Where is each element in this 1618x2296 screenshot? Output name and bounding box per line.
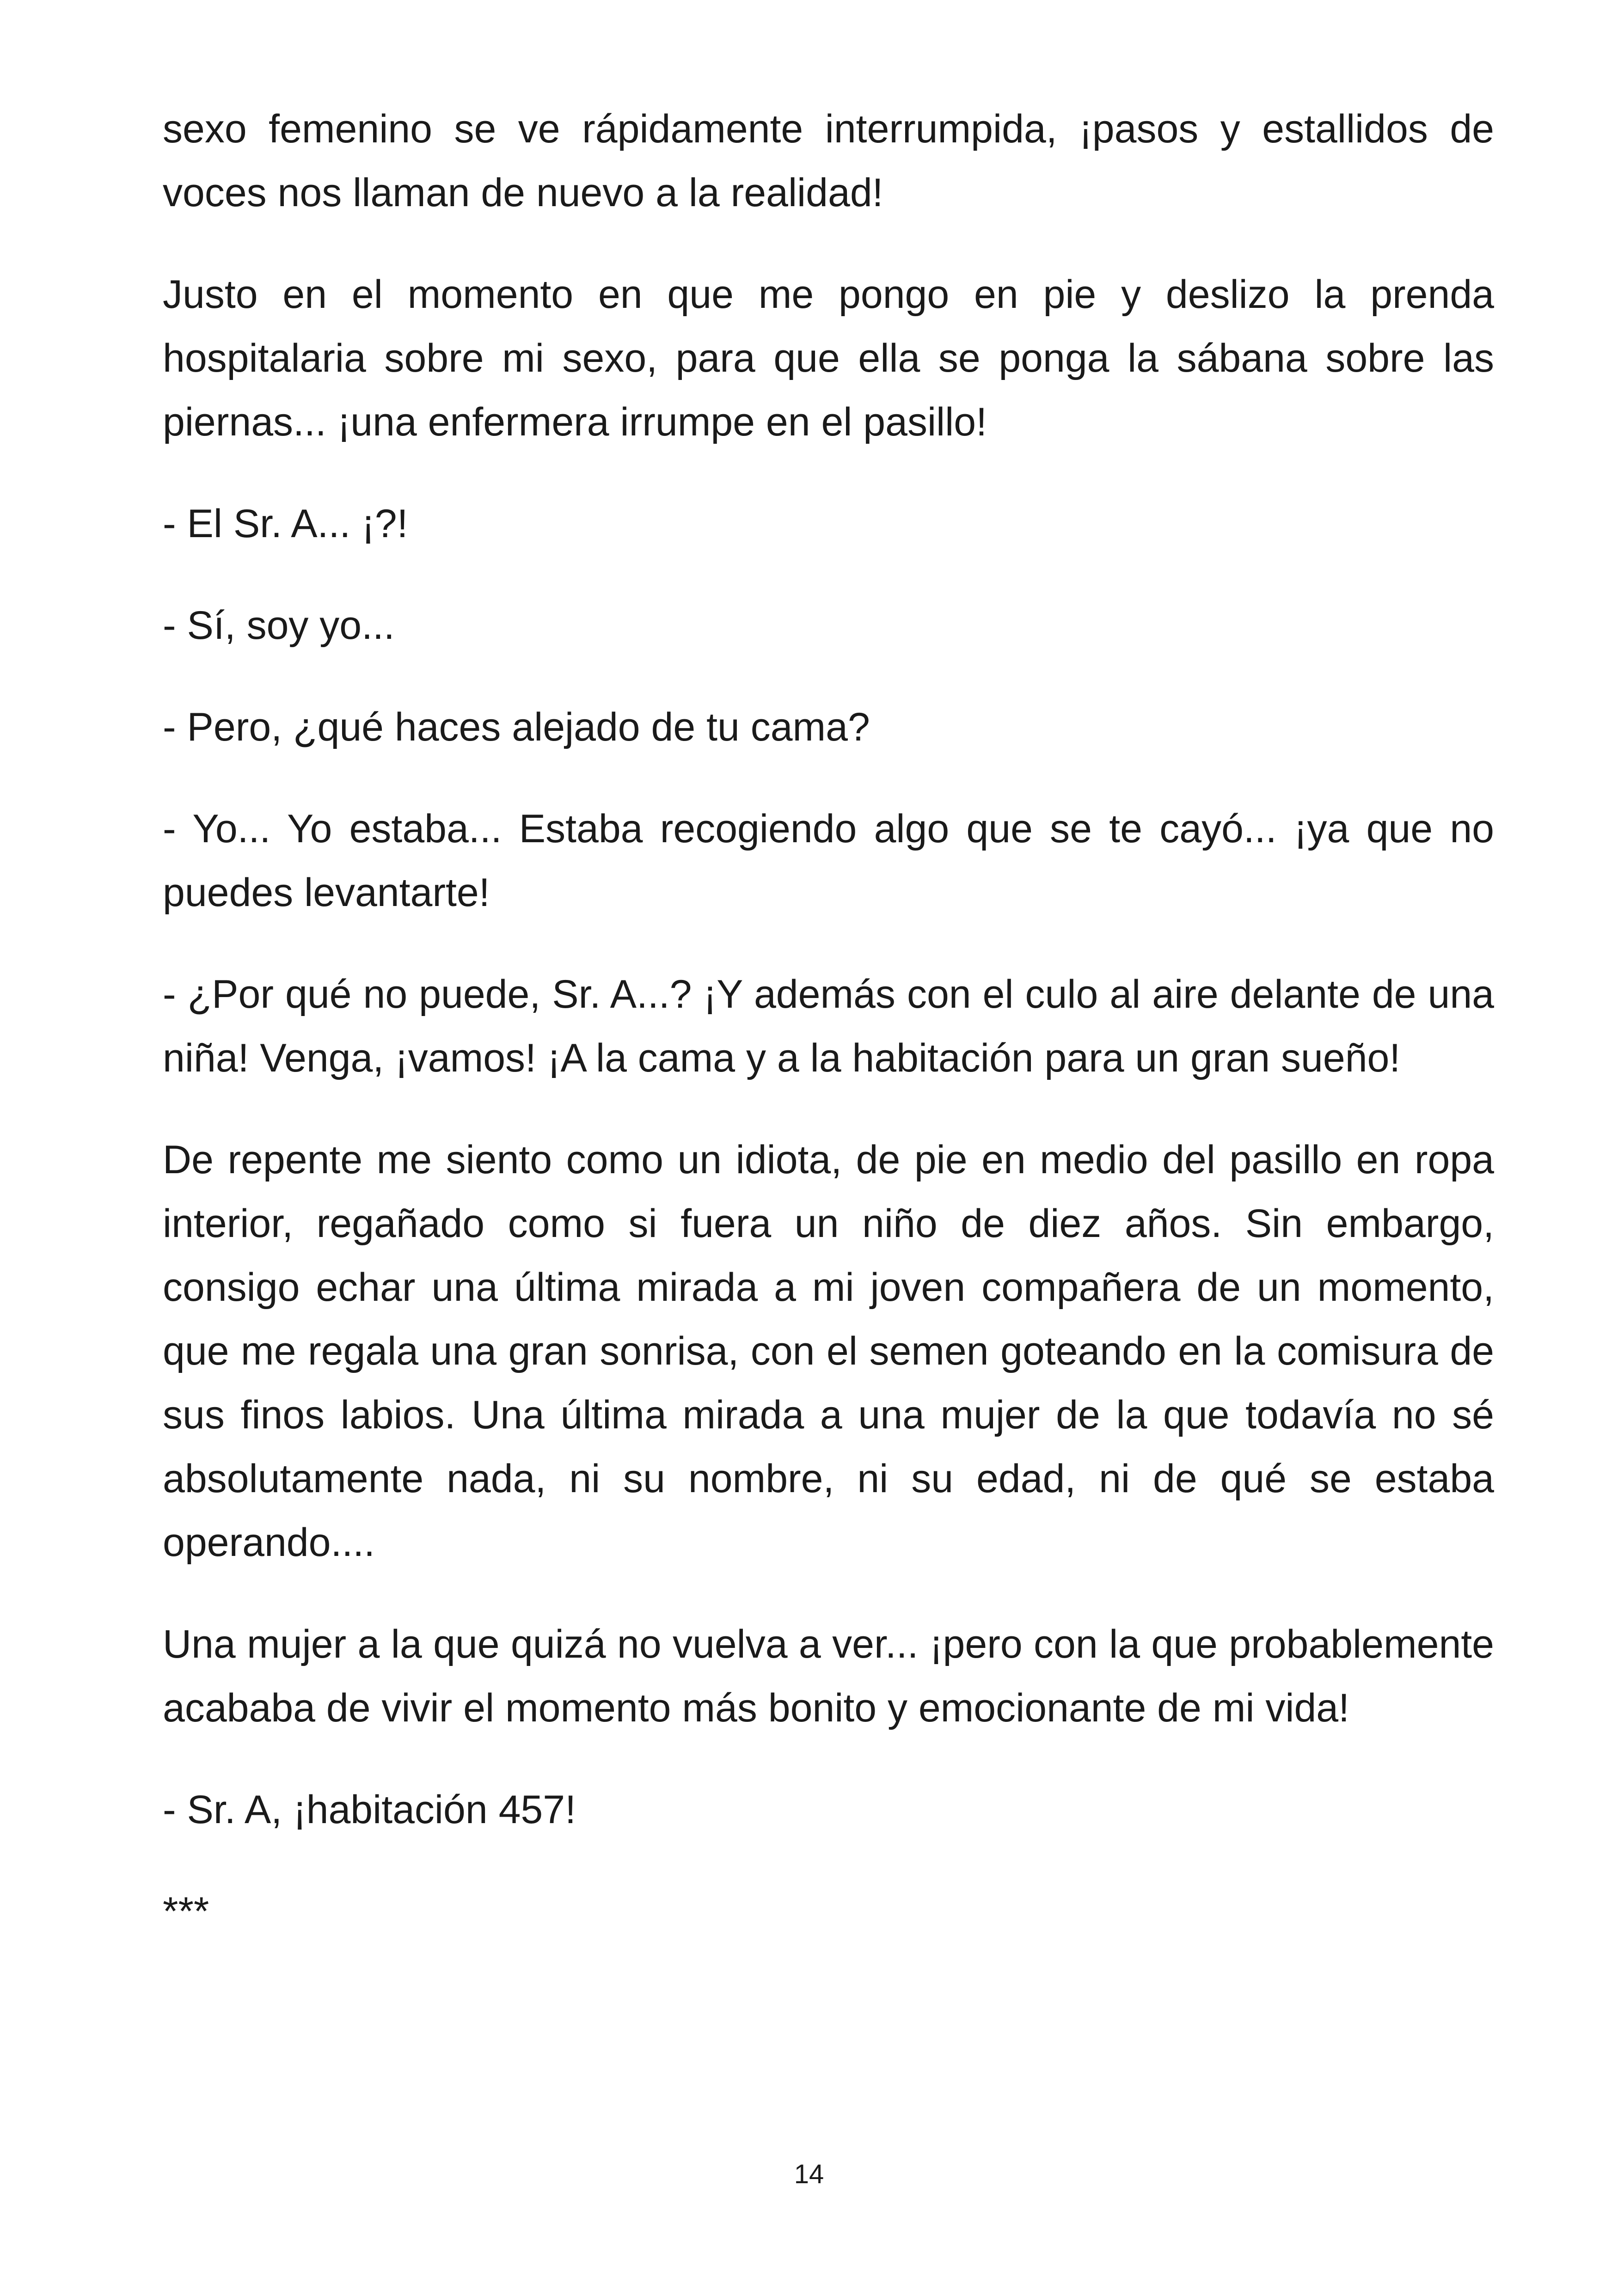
dialogue-line: - El Sr. A... ¡?! <box>163 502 408 546</box>
body-text <box>163 97 1494 1981</box>
dialogue-line: - Pero, ¿qué haces alejado de tu cama? <box>163 705 870 749</box>
dialogue-line: - Sí, soy yo... <box>163 603 395 648</box>
dialogue-line: - Yo... Yo estaba... Estaba recogiendo algo que se te cayó... ¡ya que no puedes levantarte! <box>163 807 1494 915</box>
paragraph: sexo femenino se ve rápidamente interrumpida, ¡pasos y estallidos de voces nos llaman de nuevo a la realidad! <box>163 107 1494 215</box>
dialogue-line: - ¿Por qué no puede, Sr. A...? ¡Y además con el culo al aire delante de una niña! Venga, ¡vamos! ¡A la cama y a la habitación para un gran sueño! <box>163 972 1494 1080</box>
paragraph: Justo en el momento en que me pongo en pie y deslizo la prenda hospitalaria sobre mi sexo, para que ella se ponga la sábana sobre las piernas... ¡una enfermera irrumpe en el pasillo! <box>163 272 1494 444</box>
section-break: *** <box>163 1889 209 1934</box>
paragraph: Una mujer a la que quizá no vuelva a ver... ¡pero con la que probablemente acababa de vivir el momento más bonito y emocionante de mi vida! <box>163 1622 1494 1730</box>
page-number: 14 <box>794 2159 824 2189</box>
paragraph: De repente me siento como un idiota, de pie en medio del pasillo en ropa interior, regañado como si fuera un niño de diez años. Sin embargo, consigo echar una última mirada a mi joven compañera de un momento, que me regala una gran sonrisa, con el semen goteando en la comisura de sus finos labios. Una última mirada a una mujer de la que todavía no sé absolutamente nada, ni su nombre, ni su edad, ni de qué se estaba operando.... <box>163 1138 1494 1565</box>
dialogue-line: - Sr. A, ¡habitación 457! <box>163 1788 576 1832</box>
